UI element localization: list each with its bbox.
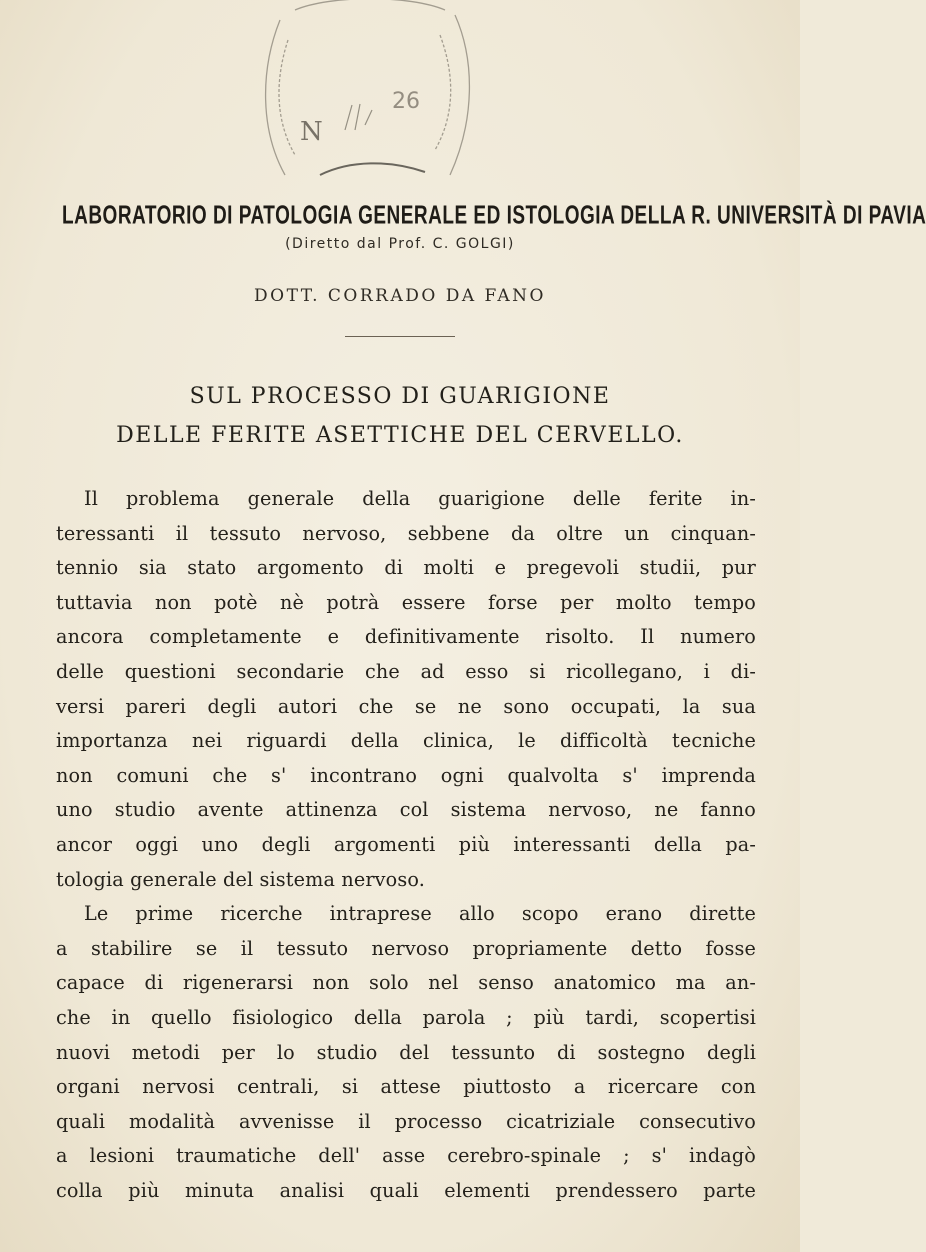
body-line: colla più minuta analisi quali elementi prendessero parte	[56, 1178, 756, 1202]
body-line: uno studio avente attinenza col sistema nervoso, ne fanno	[56, 798, 756, 822]
body-line: versi pareri degli autori che se ne sono occupati, la sua	[56, 694, 756, 718]
director-line: (Diretto dal Prof. C. GOLGI)	[285, 236, 515, 252]
body-line: capace di rigenerarsi non solo nel senso anatomico ma an-	[56, 971, 756, 995]
body-line: tuttavia non potè nè potrà essere forse per molto tempo	[56, 590, 756, 614]
body-line: che in quello fisiologico della parola ; più tardi, scopertisi	[56, 1005, 756, 1029]
body-line: tennio sia stato argomento di molti e pregevoli studii, pur	[56, 556, 756, 580]
stamp-number: 26	[392, 89, 420, 114]
body-line: ancor oggi uno degli argomenti più interessanti della pa-	[56, 832, 756, 856]
body-line: delle questioni secondarie che ad esso si ricollegano, i di-	[56, 659, 756, 683]
body-line: tologia generale del sistema nervoso.	[56, 867, 425, 891]
divider-rule	[345, 336, 455, 337]
laboratory-header: LABORATORIO DI PATOLOGIA GENERALE ED ISTOLOGIA DELLA R. UNIVERSITÀ DI PAVIA	[62, 202, 926, 231]
body-line: non comuni che s' incontrano ogni qualvolta s' imprenda	[56, 763, 756, 787]
body-text	[56, 482, 756, 1208]
body-line: Il problema generale della guarigione delle ferite in-	[84, 487, 756, 510]
body-line: importanza nei riguardi della clinica, le difficoltà tecniche	[56, 729, 756, 753]
body-line: teressanti il tessuto nervoso, sebbene da oltre un cinquan-	[56, 521, 756, 545]
body-line: quali modalità avvenisse il processo cicatriziale consecutivo	[56, 1109, 756, 1133]
body-line: nuovi metodi per lo studio del tessunto di sostegno degli	[56, 1040, 756, 1064]
body-line: organi nervosi centrali, si attese piuttosto a ricercare con	[56, 1075, 756, 1099]
body-line: Le prime ricerche intraprese allo scopo erano dirette	[84, 902, 756, 926]
title-line-1: SUL PROCESSO DI GUARIGIONE	[189, 384, 611, 409]
author-name: DOTT. CORRADO DA FANO	[254, 286, 546, 306]
body-line: ancora completamente e definitivamente risolto. Il numero	[56, 625, 756, 649]
body-line: a lesioni traumatiche dell' asse cerebro-spinale ; s' indagò	[56, 1144, 756, 1168]
body-line: a stabilire se il tessuto nervoso propriamente detto fosse	[56, 936, 756, 960]
title-line-2: DELLE FERITE ASETTICHE DEL CERVELLO.	[116, 423, 684, 448]
stamp-partial-text: N	[300, 117, 323, 147]
